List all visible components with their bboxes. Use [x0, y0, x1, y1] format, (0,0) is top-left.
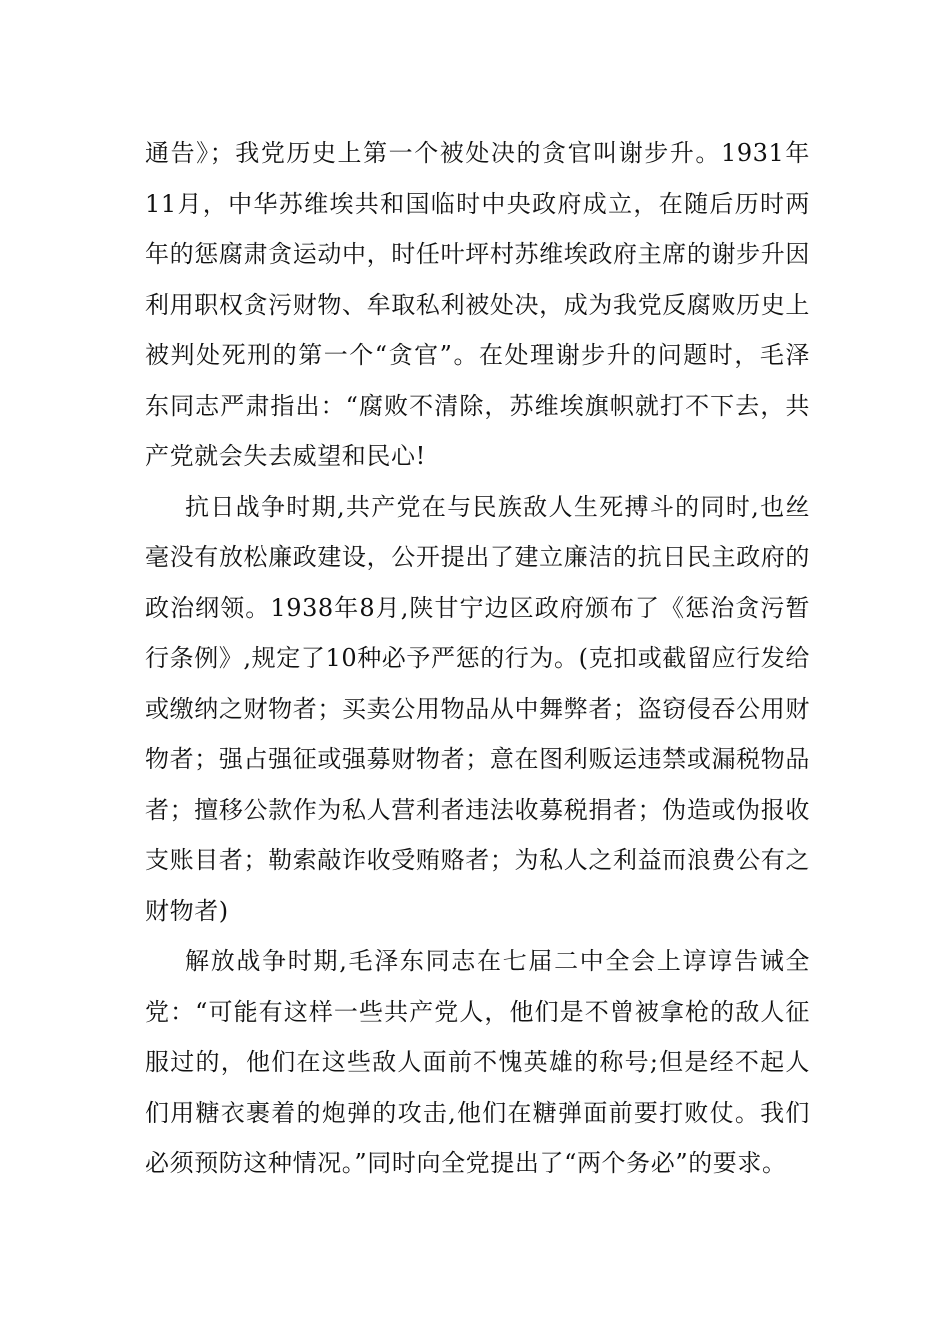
- paragraph-liberation-war: 解放战争时期,毛泽东同志在七届二中全会上谆谆告诫全党：“可能有这样一些共产党人，他们是不曾被拿枪的敌人征服过的，他们在这些敌人面前不愧英雄的称号;但是经不起人们用糖衣裹着的炮弹的攻击,他们在糖弹面前要打败仗。我们必须预防这种情况。”同时向全党提出了“两个务必”的要求。: [145, 947, 810, 1177]
- paragraph-anti-japanese-war: 抗日战争时期,共产党在与民族敌人生死搏斗的同时,也丝毫没有放松廉政建设，公开提出了建立廉洁的抗日民主政府的政治纲领。1938年8月,陕甘宁边区政府颁布了《惩治贪污暂行条例》,规定了10种必予严惩的行为。(克扣或截留应行发给或缴纳之财物者；买卖公用物品从中舞弊者；盗窃侵吞公用财物者；强占强征或强募财物者；意在图利贩运违禁或漏税物品者；擅移公款作为私人营利者违法收募税捐者；伪造或伪报收支账目者；勒索敲诈收受贿赂者；为私人之利益而浪费公有之财物者): [145, 492, 810, 925]
- document-body: [145, 128, 810, 1189]
- paragraph-continued: 通告》；我党历史上第一个被处决的贪官叫谢步升。1931年11月，中华苏维埃共和国临时中央政府成立，在随后历时两年的惩腐肃贪运动中，时任叶坪村苏维埃政府主席的谢步升因利用职权贪污财物、牟取私利被处决，成为我党反腐败历史上被判处死刑的第一个“贪官”。在处理谢步升的问题时，毛泽东同志严肃指出：“腐败不清除，苏维埃旗帜就打不下去，共产党就会失去威望和民心!: [145, 139, 810, 470]
